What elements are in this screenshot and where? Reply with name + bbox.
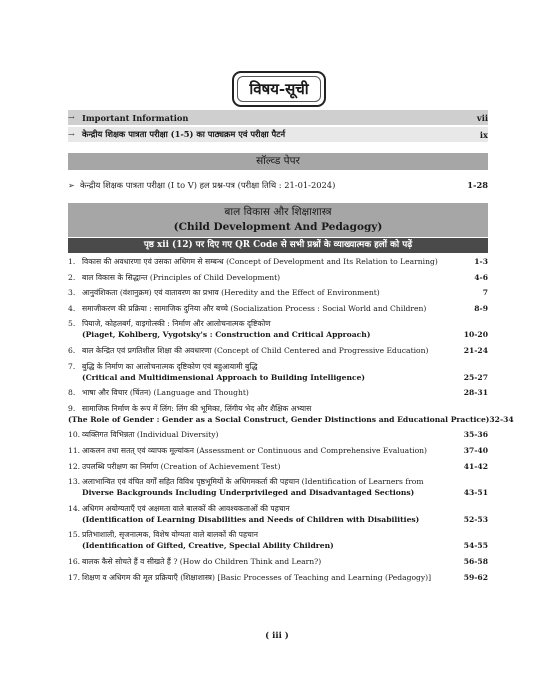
toc-line: [68, 387, 488, 398]
arrowhead-right-icon: ➢: [68, 180, 75, 190]
arrow-right-icon: →: [68, 113, 75, 122]
toc-title: पियाजे, कोहलबर्ग, वाइगोत्स्की : निर्माण और आलोचनात्मक दृष्टिकोण: [82, 319, 271, 329]
toc-line: [68, 372, 488, 383]
toc-page: 35-36: [463, 430, 488, 440]
arrow-right-icon: →: [68, 130, 75, 139]
toc-number: 1.: [68, 257, 76, 266]
toc-entry: [68, 387, 488, 398]
toc-page: 7: [482, 288, 488, 298]
toc-line: [68, 556, 488, 567]
toc-line: [68, 318, 488, 329]
toc-title: (Identification of Gifted, Creative, Special Ability Children): [82, 541, 334, 551]
toc-title: अधिगम अयोग्यताएँ एवं अक्षमता वाले बालकों की आवश्यकताओं की पहचान: [82, 503, 290, 513]
toc-title: अलाभान्वित एवं वंचित वर्गों सहित विविध पृष्ठभूमियों के अधिगमकर्ता की पहचान (Identification of Learners from: [82, 477, 424, 487]
toc-title: सामाजिक निर्माण के रूप में लिंग: लिंग की भूमिका, लिंगीय भेद और शैक्षिक अभ्यास: [82, 403, 312, 413]
toc-line: [68, 503, 488, 514]
toc-line: [68, 287, 488, 298]
toc-page: 37-40: [463, 445, 488, 455]
toc-title: आनुवंशिकता (वंशानुक्रम) एवं वातावरण का प्रभाव (Heredity and the Effect of Environment): [82, 288, 380, 298]
toc-entry: [68, 429, 488, 440]
toc-title: प्रतिभाशाली, सृजनात्मक, विशेष योग्यता वाले बालकों की पहचान: [82, 530, 259, 540]
toc-line: [68, 572, 488, 583]
qr-code-note: पृष्ठ xii (12) पर दिए गए QR Code से सभी प्रश्नों के व्याख्यात्मक हलों को पढ़ें: [68, 238, 488, 253]
toc-page: 1-3: [474, 257, 488, 266]
toc-page: 4-6: [474, 272, 488, 282]
toc-entry: [68, 345, 488, 356]
toc-line: [68, 514, 488, 525]
info-row-syllabus: [68, 127, 488, 142]
toc-page: 54-55: [463, 541, 488, 551]
toc-entry: [68, 476, 488, 498]
info-row-important: [68, 110, 488, 125]
toc-number: 4.: [68, 303, 76, 313]
toc-number: 2.: [68, 272, 76, 282]
toc-entry: [68, 287, 488, 298]
toc-title: विकास की अवधारणा एवं उसका अधिगम से सम्बन्ध (Concept of Development and Its Relation to Learning): [82, 257, 438, 266]
toc-title: उपलब्धि परीक्षण का निर्माण (Creation of Achievement Test): [82, 461, 281, 471]
toc-number: 3.: [68, 288, 76, 298]
toc-number: 9.: [68, 403, 76, 413]
toc-page: 43-51: [463, 488, 488, 498]
heading-hindi: बाल विकास और शिक्षाशास्त्र: [224, 206, 332, 218]
toc-entry: [68, 272, 488, 283]
page-title: विषय-सूची: [232, 71, 326, 107]
toc-title: बाल विकास के सिद्धान्त (Principles of Child Development): [82, 272, 281, 282]
toc-entry: [68, 445, 488, 456]
toc-entry: [68, 461, 488, 472]
toc-number: 12.: [68, 461, 81, 471]
toc-entry: [68, 572, 488, 583]
toc-title: (The Role of Gender : Gender as a Social Construct, Gender Distinctions and Educational Practice): [68, 414, 490, 424]
toc-line: [68, 445, 488, 456]
solved-paper-page: 1-28: [467, 180, 488, 190]
toc-title: शिक्षण व अधिगम की मूल प्रक्रियाएँ (शिक्षाशास्त्र) [Basic Processes of Teaching and Learning (Pedagogy)]: [82, 572, 432, 582]
toc-number: 14.: [68, 503, 81, 513]
toc-entry: [68, 556, 488, 567]
toc-page: 25-27: [463, 372, 488, 382]
toc-line: [68, 272, 488, 283]
toc-line: [68, 403, 488, 414]
toc-number: 15.: [68, 530, 81, 540]
toc-number: 11.: [68, 445, 81, 455]
toc-page: 28-31: [463, 388, 488, 398]
info-row-page: ix: [479, 129, 488, 140]
toc-entry: [68, 256, 488, 267]
toc-title: (Piaget, Kohlberg, Vygotsky's : Construction and Critical Approach): [82, 330, 371, 340]
table-of-contents: [68, 256, 514, 583]
toc-title: भाषा और विचार (चिंतन) (Language and Thought): [82, 388, 249, 398]
toc-number: 10.: [68, 430, 81, 440]
toc-title: बालक कैसे सोचते हैं व सीखते हैं ? (How do Children Think and Learn?): [82, 556, 322, 566]
toc-number: 17.: [68, 572, 81, 582]
info-row-page: vii: [476, 112, 488, 123]
toc-title: Diverse Backgrounds Including Underprivileged and Disadvantaged Sections): [82, 488, 415, 498]
toc-line: [68, 256, 488, 267]
toc-title: बाल केन्द्रित एवं प्रगतिशील शिक्षा की अवधारणा (Concept of Child Centered and Progressive Education): [82, 345, 429, 355]
toc-entry: [68, 318, 488, 340]
toc-entry: [68, 361, 488, 383]
toc-line: [68, 487, 488, 498]
toc-number: 16.: [68, 556, 81, 566]
toc-page: 8-9: [474, 303, 488, 313]
child-development-heading: [68, 203, 488, 237]
toc-page: 21-24: [463, 345, 488, 355]
solved-paper-label: केन्द्रीय शिक्षक पात्रता परीक्षा (I to V) हल प्रश्न-पत्र (परीक्षा तिथि : 21-01-2024): [80, 179, 336, 190]
toc-line: [68, 529, 488, 540]
toc-entry: [68, 529, 488, 551]
info-row-label: Important Information: [82, 112, 189, 123]
toc-page: 32-34: [489, 414, 514, 424]
toc-page: 56-58: [463, 556, 488, 566]
toc-line: [68, 361, 488, 372]
toc-title: व्यक्तिगत विभिन्नता (Individual Diversity): [82, 430, 219, 440]
toc-entry: [68, 503, 488, 525]
toc-page: 41-42: [463, 461, 488, 471]
toc-title: समाजीकरण की प्रक्रिया : सामाजिक दुनिया और बच्चे (Socialization Process : Social World and Children): [82, 303, 427, 313]
toc-number: 6.: [68, 345, 76, 355]
toc-page: 10-20: [463, 330, 488, 340]
toc-line: [68, 303, 488, 314]
toc-entry: [68, 403, 514, 425]
toc-page: 59-62: [463, 572, 488, 582]
toc-line: [68, 429, 488, 440]
solved-paper-row: [68, 179, 488, 191]
info-row-label: केन्द्रीय शिक्षक पात्रता परीक्षा (1-5) का पाठ्यक्रम एवं परीक्षा पैटर्न: [82, 129, 286, 139]
toc-line: [68, 476, 488, 487]
toc-entry: [68, 303, 488, 314]
toc-number: 13.: [68, 477, 81, 487]
toc-title: आकलन तथा सतत् एवं व्यापक मूल्यांकन (Assessment or Continuous and Comprehensive Evaluation): [82, 445, 428, 455]
toc-line: [68, 540, 488, 551]
solved-paper-heading: सॉल्व्ड पेपर: [68, 153, 488, 170]
toc-line: [68, 329, 488, 340]
toc-line: [68, 345, 488, 356]
toc-title: (Identification of Learning Disabilities and Needs of Children with Disabilities): [82, 514, 420, 524]
toc-page: 52-53: [463, 514, 488, 524]
toc-line: [68, 461, 488, 472]
toc-number: 8.: [68, 388, 76, 398]
heading-english: (Child Development And Pedagogy): [173, 221, 383, 233]
toc-line: [68, 414, 514, 425]
page-number: ( iii ): [265, 631, 289, 641]
toc-number: 7.: [68, 361, 76, 371]
toc-number: 5.: [68, 319, 76, 329]
toc-title: (Critical and Multidimensional Approach to Building Intelligence): [82, 372, 366, 382]
toc-title: बुद्धि के निर्माण का आलोचनात्मक दृष्टिकोण एवं बहुआयामी बुद्धि: [82, 361, 258, 371]
